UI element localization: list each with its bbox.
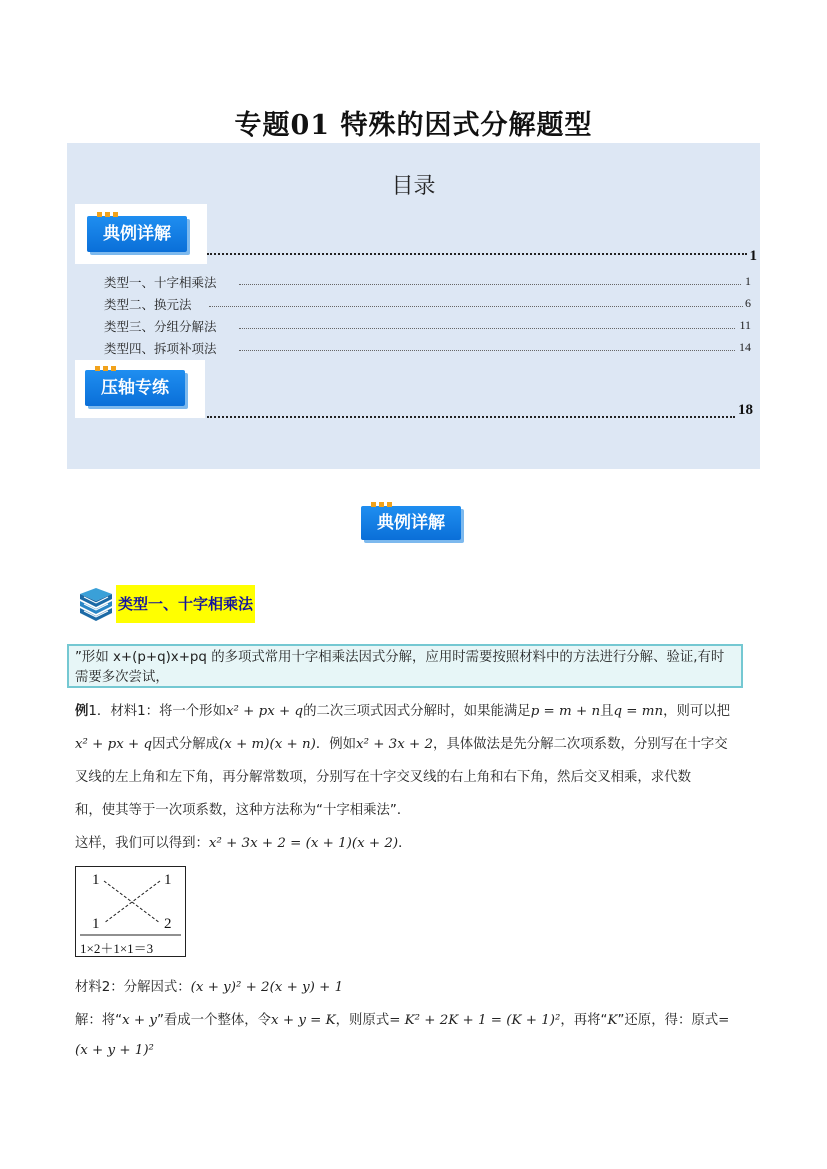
toc-leader [239,328,735,329]
cross-bottom-left: 1 [92,916,100,932]
cross-top-right: 1 [164,872,172,888]
toc-page-type4: 14 [739,340,751,354]
material2-line: 材料2：分解因式：(x + y)² + 2(x + y) + 1 [75,980,344,995]
page-title: 专题01 特殊的因式分解题型 [234,110,593,141]
badge-dots-decoration [95,366,117,371]
toc-item-type1[interactable]: 类型一、十字相乘法 [104,275,217,290]
books-icon [76,588,116,622]
toc-item-type2[interactable]: 类型二、换元法 [104,297,192,312]
example-line-5: 这样，我们可以得到：x² + 3x + 2 = (x + 1)(x + 2)． [75,836,412,851]
toc-page-type1: 1 [745,274,751,288]
toc-heading: 目录 [391,174,436,199]
method-note: ”形如 x+(p+q)x+pq 的多项式常用十字相乘法因式分解，应用时需要按照材料中的方法进行分解、验证,有时需要多次尝试， [67,644,743,688]
toc-leader [239,284,741,285]
example-line-1: 例1．材料1：将一个形如x² + px + q的二次三项式因式分解时，如果能满足p = m + n且q = mn，则可以把 [75,704,731,719]
toc-page-exercises[interactable]: 18 [738,402,753,418]
toc-badge-exercises[interactable]: 压轴专练 [85,370,185,406]
badge-dots-decoration [97,212,119,217]
toc-page-type3: 11 [739,318,751,332]
badge-dots-decoration [371,502,393,507]
toc-page-type2: 6 [745,296,751,310]
cross-bottom-right: 2 [164,916,172,932]
section-badge-frame [359,504,465,542]
toc-item-type4[interactable]: 类型四、拆项补项法 [104,341,217,356]
solution-line-1: 解：将“x + y”看成一个整体，令x + y = K，则原式= K² + 2K + 1 = (K + 1)²，再将“K”还原，得：原式= [75,1013,730,1028]
cross-multiplication-diagram [75,866,186,957]
toc-page-examples[interactable]: 1 [749,248,757,264]
example-line-2: x² + px + q因式分解成(x + m)(x + n)．例如x² + 3x + 2，具体做法是先分解二次项系数，分别写在十字交 [75,737,728,752]
toc-badge-frame [75,204,207,264]
toc-badge-examples[interactable]: 典例详解 [87,216,187,252]
toc-badge-frame [75,360,205,418]
table-of-contents [67,143,760,469]
section-badge-examples: 典例详解 [361,506,461,540]
type-heading: 类型一、十字相乘法 [116,585,255,623]
example-line-4: 和，使其等于一次项系数，这种方法称为“十字相乘法”． [75,803,411,818]
example-line-3: 叉线的左上角和左下角，再分解常数项，分别写在十字交叉线的右上角和右下角，然后交叉相乘，求代数 [75,770,691,785]
solution-line-2: (x + y + 1)² [75,1043,154,1058]
cross-result: 1×2＋1×1＝3 [80,941,154,956]
toc-leader [239,350,735,351]
toc-item-type3[interactable]: 类型三、分组分解法 [104,319,217,334]
cross-top-left: 1 [92,872,100,888]
toc-leader [207,416,735,418]
example-label: 例 [75,704,89,719]
toc-leader [209,306,743,307]
toc-leader [207,253,747,255]
